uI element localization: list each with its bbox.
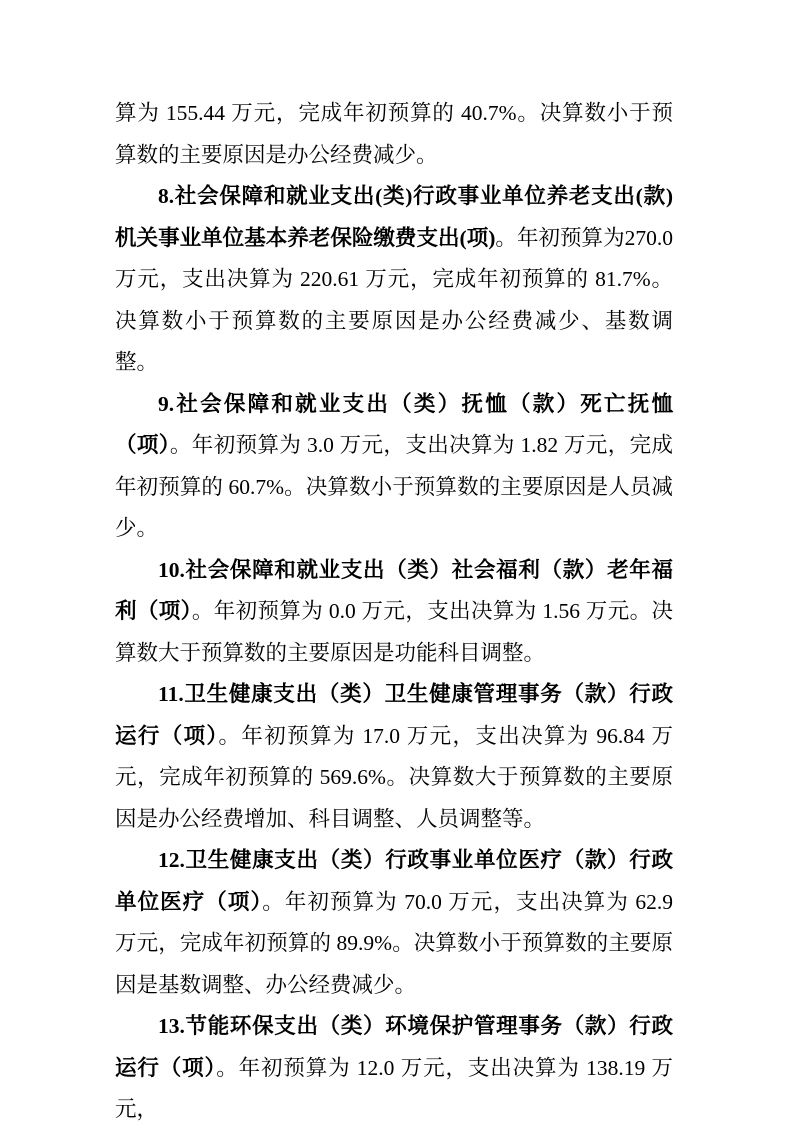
paragraph-7-continuation <box>115 93 673 176</box>
heading-segment: 10.社会保障和就业支出（类）社会福利（款）老年福利（项） <box>115 557 673 623</box>
paragraph-13 <box>115 1006 673 1122</box>
body-text-segment: 。年初预算为 12.0 万元，支出决算为 138.19 万元， <box>115 1055 673 1121</box>
paragraph-8 <box>115 176 673 384</box>
heading-segment: 9.社会保障和就业支出（类）抚恤（款）死亡抚恤（项） <box>115 391 673 457</box>
heading-segment: 13.节能环保支出（类）环境保护管理事务（款）行政运行（项） <box>115 1014 673 1080</box>
body-text-segment: 算为 155.44 万元，完成年初预算的 40.7%。决算数小于预算数的主要原因是办公经费减少。 <box>115 101 673 167</box>
paragraph-10 <box>115 550 673 675</box>
document-body <box>115 93 673 1122</box>
heading-segment: 12.卫生健康支出（类）行政事业单位医疗（款）行政单位医疗（项） <box>115 848 673 914</box>
body-text-segment: 。年初预算为 70.0 万元，支出决算为 62.9 万元，完成年初预算的 89.9%。决算数小于预算数的主要原因是基数调整、办公经费减少。 <box>115 889 673 997</box>
paragraph-11 <box>115 674 673 840</box>
heading-segment: 11.卫生健康支出（类）卫生健康管理事务（款）行政运行（项） <box>115 682 673 748</box>
paragraph-12 <box>115 840 673 1006</box>
paragraph-9 <box>115 384 673 550</box>
body-text-segment: 。年初预算为 3.0 万元，支出决算为 1.82 万元，完成年初预算的 60.7%。决算数小于预算数的主要原因是人员减少。 <box>115 433 673 540</box>
body-text-segment: 。年初预算为 0.0 万元，支出决算为 1.56 万元。决算数大于预算数的主要原因是功能科目调整。 <box>115 599 673 665</box>
heading-segment: 8.社会保障和就业支出(类)行政事业单位养老支出(款)机关事业单位基本养老保险缴费支出(项) <box>115 184 673 250</box>
body-text-segment: 。年初预算为270.0 万元，支出决算为 220.61 万元，完成年初预算的 81.7%。决算数小于预算数的主要原因是办公经费减少、基数调整。 <box>115 225 673 374</box>
body-text-segment: 。年初预算为 17.0 万元，支出决算为 96.84 万元，完成年初预算的 569.6%。决算数大于预算数的主要原因是办公经费增加、科目调整、人员调整等。 <box>115 723 673 831</box>
